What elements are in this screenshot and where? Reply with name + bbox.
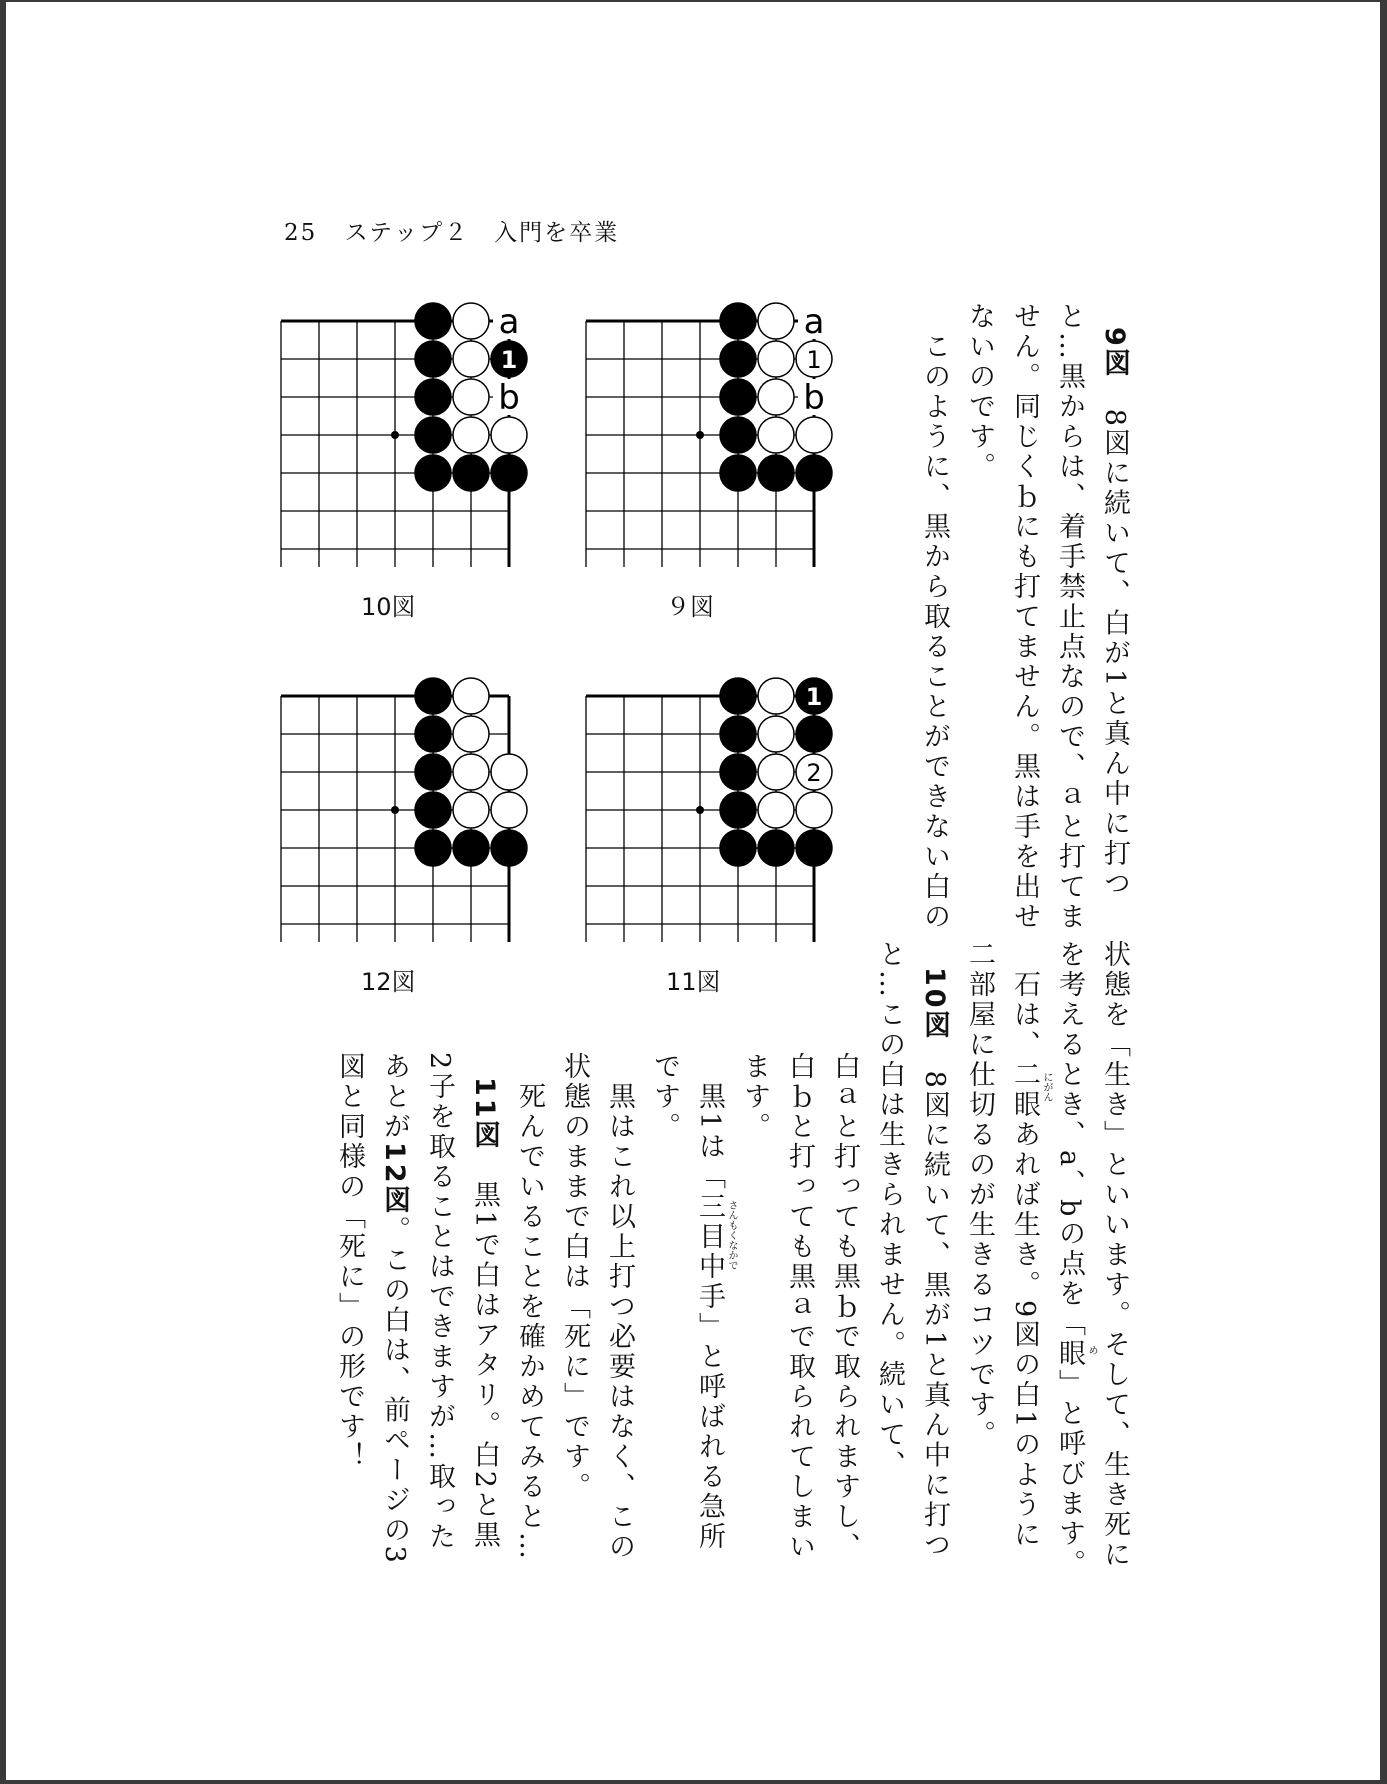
lower-column-7: 白ａと打っても黒ｂで取られますし、 — [829, 1052, 860, 1562]
figure-heading-11: 11図 — [469, 1077, 500, 1151]
point-label-a: a — [803, 302, 825, 342]
lower-column-14: 死んでいることを確かめてみると… — [514, 1052, 545, 1562]
move-number-1: 1 — [500, 346, 518, 374]
move-number-2: 2 — [806, 759, 822, 787]
book-page — [6, 2, 1380, 1780]
diagram-11-caption: 11図 — [666, 968, 721, 996]
move-number-1: 1 — [806, 346, 822, 374]
upper-column-2: と…黒からは、着手禁止点なので、ａと打てま — [1054, 302, 1085, 932]
point-label-b: b — [803, 378, 825, 418]
figure-heading-10: 10図 — [919, 967, 950, 1041]
lower-column-13: 状態のままで白は「死に」です。 — [559, 1052, 590, 1502]
lower-column-6: と…この白は生きられません。続いて、 — [874, 940, 905, 1480]
lower-column-16: 2子を取ることはできますが…取った — [424, 1052, 455, 1553]
lower-column-17: あとが12図。この白は、前ページの3 — [379, 1052, 410, 1566]
upper-column-4: ないのです。 — [964, 302, 995, 482]
lower-column-15: 11図 黒1で白はアタリ。白2と黒 — [469, 1077, 500, 1551]
lower-column-8: 白ｂと打っても黒ａで取られてしまい — [784, 1052, 815, 1562]
lower-column-10: 黒1は「三目中手 さんもくなかで 」と呼ばれる急所 — [694, 1052, 737, 1553]
ruby-me: 眼 め — [1054, 1339, 1097, 1370]
diagram-9-caption: ９図 — [666, 593, 714, 621]
lower-column-12: 黒はこれ以上打つ必要はなく、この — [604, 1052, 635, 1562]
lower-column-4: 二部屋に仕切るのが生きるコツです。 — [964, 940, 995, 1450]
diagram-12-caption: 12図 — [361, 968, 416, 996]
diagram-10-caption: 10図 — [361, 593, 416, 621]
upper-column-1: 9図 8図に続いて、白が1と真ん中に打つ — [1099, 327, 1130, 900]
go-diagram-9 — [586, 297, 846, 572]
lower-column-9: ます。 — [739, 1052, 770, 1142]
lower-column-2: を考えるとき、a、bの点を「眼 め 」と呼びます。 — [1054, 940, 1097, 1580]
running-header — [284, 214, 637, 247]
lower-column-11: です。 — [649, 1052, 680, 1142]
lower-column-1: 状態を「生き」といいます。そして、生き死に — [1099, 940, 1130, 1570]
ruby-nigan: 二眼 にがん — [1009, 1060, 1052, 1120]
go-diagram-12 — [281, 672, 541, 947]
lower-column-3: 石は、二眼 にがん あれば生き。9図の白1のように — [1009, 940, 1052, 1551]
move-number-1: 1 — [805, 683, 823, 711]
page-number: 25 — [284, 220, 318, 246]
point-label-a: a — [498, 302, 520, 342]
go-diagram-11 — [586, 672, 846, 947]
point-label-b: b — [498, 378, 520, 418]
ruby-sanmoku-nakade: 三目中手 さんもくなかで — [694, 1192, 737, 1313]
figure-heading-9: 9図 — [1099, 327, 1130, 379]
go-diagram-10 — [281, 297, 541, 572]
lower-column-5: 10図 8図に続いて、黒が1と真ん中に打つ — [919, 967, 950, 1561]
upper-column-5: このように、黒から取ることができない白の — [919, 302, 950, 932]
upper-column-3: せん。同じくｂにも打てません。黒は手を出せ — [1009, 302, 1040, 932]
lower-column-18: 図と同様の「死に」の形です！ — [334, 1052, 365, 1472]
section-title: ステップ２ 入門を卒業 — [344, 220, 620, 246]
